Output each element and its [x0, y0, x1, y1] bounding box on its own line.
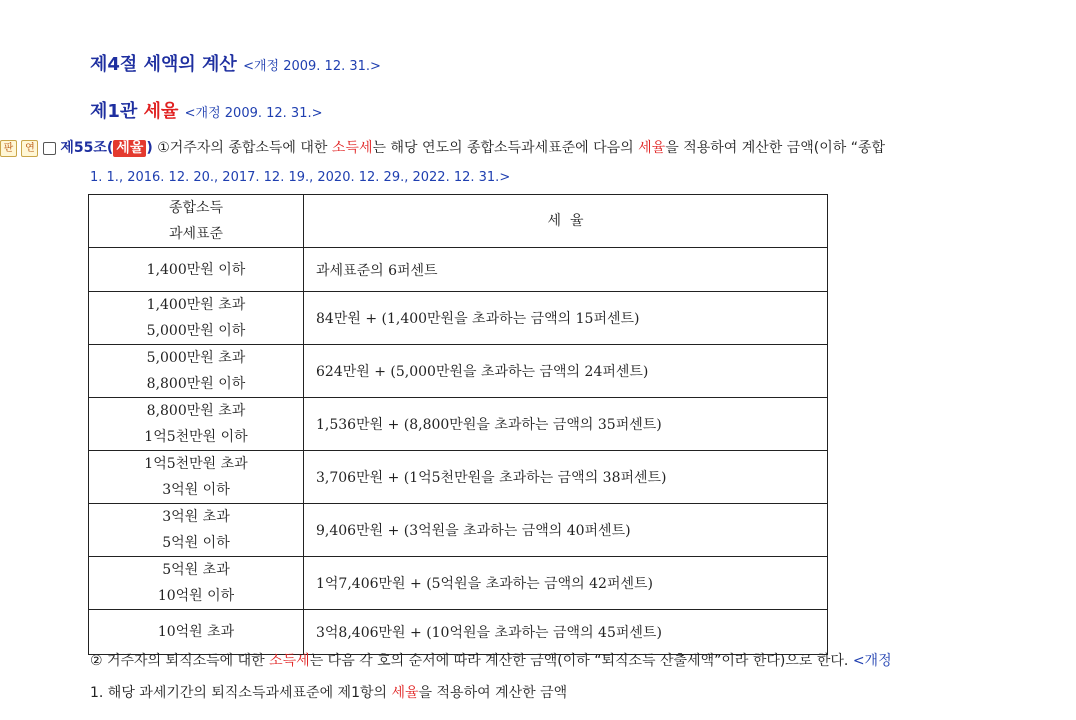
table-header-row — [89, 195, 828, 248]
version-button[interactable]: 판 — [0, 140, 17, 157]
article-text-a: ①거주자의 종합소득에 대한 — [152, 140, 332, 156]
section-heading — [90, 50, 381, 76]
history-button[interactable]: 연 — [21, 140, 38, 157]
table-header-col1: 종합소득 과세표준 — [89, 195, 304, 248]
subsection-title-prefix: 제1관 — [90, 101, 144, 122]
bracket-cell: 1억5천만원 초과 3억원 이하 — [89, 451, 304, 504]
article-checkbox[interactable] — [43, 142, 56, 155]
bracket-cell: 3억원 초과 5억원 이하 — [89, 504, 304, 557]
article-text-b: 는 해당 연도의 종합소득과세표준에 다음의 — [372, 140, 639, 156]
table-row — [89, 557, 828, 610]
rate-cell: 과세표준의 6퍼센트 — [304, 248, 828, 292]
table-row — [89, 248, 828, 292]
subsection-title-highlight: 세율 — [143, 101, 179, 122]
item1-keyword: 세율 — [391, 685, 419, 701]
bracket-cell: 1,400만원 초과 5,000만원 이하 — [89, 292, 304, 345]
bracket-cell: 10억원 초과 — [89, 610, 304, 655]
rate-cell: 3억8,406만원 + (10억원을 초과하는 금액의 45퍼센트) — [304, 610, 828, 655]
rate-cell: 1,536만원 + (8,800만원을 초과하는 금액의 35퍼센트) — [304, 398, 828, 451]
article-keyword-1: 소득세 — [331, 140, 373, 156]
rate-cell: 84만원 + (1,400만원을 초과하는 금액의 15퍼센트) — [304, 292, 828, 345]
table-row — [89, 398, 828, 451]
table-row — [89, 345, 828, 398]
para2-amend-note[interactable]: <개정 — [852, 653, 892, 669]
table-row — [89, 504, 828, 557]
rate-cell: 624만원 + (5,000만원을 초과하는 금액의 24퍼센트) — [304, 345, 828, 398]
bracket-cell: 8,800만원 초과 1억5천만원 이하 — [89, 398, 304, 451]
rate-cell: 3,706만원 + (1억5천만원을 초과하는 금액의 38퍼센트) — [304, 451, 828, 504]
para2-text-b: 는 다음 각 호의 순서에 따라 계산한 금액(이하 “퇴직소득 산출세액”이라 한다)으로 한다. — [309, 653, 853, 669]
para2-text-a: ② 거주자의 퇴직소득에 대한 — [90, 653, 270, 669]
table-row — [89, 451, 828, 504]
bracket-cell: 5,000만원 초과 8,800만원 이하 — [89, 345, 304, 398]
para2-keyword: 소득세 — [269, 653, 310, 669]
tax-rate-table — [88, 194, 828, 655]
section-amend-note[interactable]: <개정 2009. 12. 31.> — [243, 59, 381, 74]
table-header-col2: 세 율 — [304, 195, 828, 248]
subsection-amend-note[interactable]: <개정 2009. 12. 31.> — [184, 106, 323, 121]
subsection-heading — [90, 97, 323, 123]
table-row — [89, 610, 828, 655]
bracket-cell: 1,400만원 이하 — [89, 248, 304, 292]
article-name-highlight: 세율 — [113, 140, 146, 157]
paragraph-2 — [90, 650, 892, 670]
article-amend-line[interactable]: 1. 1., 2016. 12. 20., 2017. 12. 19., 2020. 12. 29., 2022. 12. 31.> — [90, 170, 511, 185]
article-text-c: 을 적용하여 계산한 금액(이하 “종합 — [665, 140, 886, 156]
section-title: 제4절 세액의 계산 — [90, 54, 237, 75]
article-keyword-2: 세율 — [638, 140, 666, 156]
item-1 — [90, 682, 567, 702]
item1-text-a: 1. 해당 과세기간의 퇴직소득과세표준에 제1항의 — [90, 685, 392, 701]
article-number[interactable]: 제55조( 세율 ) — [60, 140, 153, 156]
rate-cell: 1억7,406만원 + (5억원을 초과하는 금액의 42퍼센트) — [304, 557, 828, 610]
article-line — [0, 137, 885, 157]
item1-text-b: 을 적용하여 계산한 금액 — [418, 685, 568, 701]
rate-cell: 9,406만원 + (3억원을 초과하는 금액의 40퍼센트) — [304, 504, 828, 557]
table-row — [89, 292, 828, 345]
bracket-cell: 5억원 초과 10억원 이하 — [89, 557, 304, 610]
